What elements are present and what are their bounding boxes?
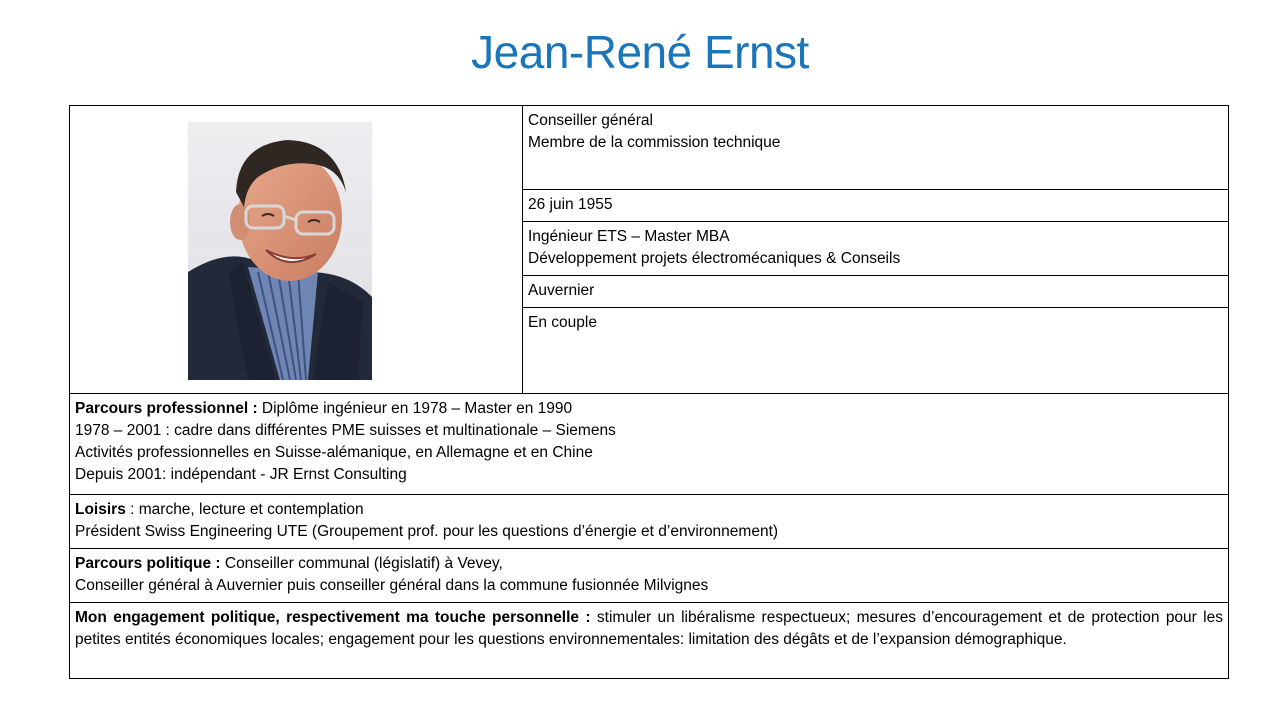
engagement-cell <box>70 603 1229 679</box>
parcours-pro-line-2: 1978 – 2001 : cadre dans différentes PME suisses et multinationale – Siemens <box>75 422 616 439</box>
engagement-text: stimuler un libéralisme respectueux; mesures d’encouragement et de protection pour les petites entités économiques locales; engagement pour les questions environnementales: limitation des dégâts et de l’expansion démographique. <box>75 609 1224 648</box>
birthdate-cell <box>523 190 1229 222</box>
education-cell <box>523 222 1229 276</box>
loisirs-first: : marche, lecture et contemplation <box>125 501 364 518</box>
role-line-2: Membre de la commission technique <box>528 134 781 151</box>
parcours-pol-label: Parcours politique : <box>75 555 221 572</box>
role-cell <box>523 106 1229 190</box>
parcours-politique-cell <box>70 549 1229 603</box>
loisirs-second-line: Président Swiss Engineering UTE (Groupement prof. pour les questions d’énergie et d’environnement) <box>75 523 779 540</box>
residence: Auvernier <box>528 282 595 299</box>
profile-table <box>69 105 1229 679</box>
birthdate: 26 juin 1955 <box>528 196 613 213</box>
parcours-pro-first: Diplôme ingénieur en 1978 – Master en 1990 <box>261 400 573 417</box>
parcours-pro-line-4: Depuis 2001: indépendant - JR Ernst Consulting <box>75 466 407 483</box>
loisirs-first-line <box>75 499 1223 521</box>
education-line-2: Développement projets électromécaniques & Conseils <box>528 250 901 267</box>
loisirs-cell <box>70 495 1229 549</box>
loisirs-label: Loisirs <box>75 501 126 518</box>
page-title: Jean-René Ernst <box>471 26 809 78</box>
parcours-pol-second-line: Conseiller général à Auvernier puis conseiller général dans la commune fusionnée Milvignes <box>75 577 709 594</box>
status-cell <box>523 308 1229 394</box>
role-line-1: Conseiller général <box>528 112 653 129</box>
portrait-photo <box>188 122 372 380</box>
residence-cell <box>523 276 1229 308</box>
education-line-1: Ingénieur ETS – Master MBA <box>528 228 730 245</box>
status: En couple <box>528 314 597 331</box>
parcours-pro-line-3: Activités professionnelles en Suisse-alémanique, en Allemagne et en Chine <box>75 444 593 461</box>
parcours-pro-label: Parcours professionnel : <box>75 400 262 417</box>
parcours-professionnel-cell <box>70 394 1229 495</box>
parcours-pro-first-line <box>75 398 1223 420</box>
parcours-pol-first-line <box>75 553 1223 575</box>
parcours-pol-first: Conseiller communal (législatif) à Vevey, <box>220 555 503 572</box>
photo-cell <box>70 106 523 394</box>
engagement-label: Mon engagement politique, respectivement ma touche personnelle : <box>75 609 591 626</box>
